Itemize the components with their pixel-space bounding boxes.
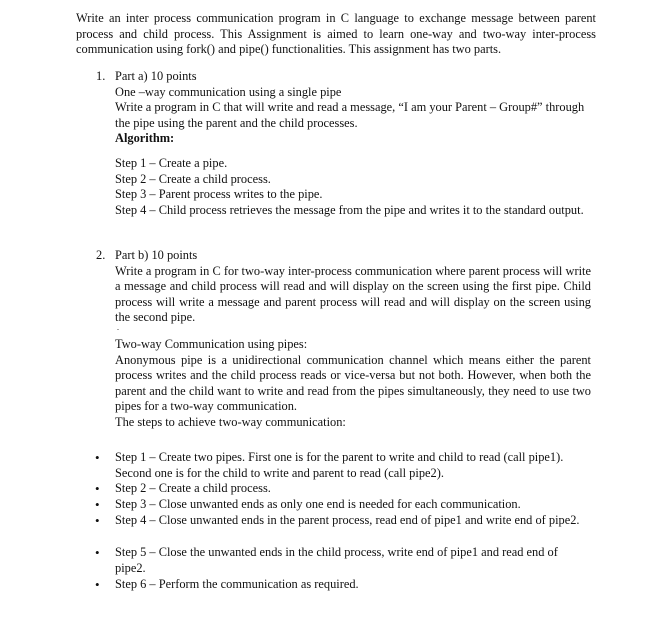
part-b-step: Step 1 – Create two pipes. First one is for the parent to write and child to read (call pipe1). Second one is for the child to write and parent to read (call pipe2). bbox=[115, 450, 564, 480]
bullet-icon: • bbox=[95, 545, 100, 560]
part-a-subtitle: One –way communication using a single pipe bbox=[115, 84, 342, 99]
part-a-description: Write a program in C that will write and read a message, “I am your Parent – Group#” through the pipe using the parent and the child processes. bbox=[115, 100, 585, 130]
part-b-section bbox=[115, 248, 591, 326]
part-b-description: Write a program in C for two-way inter-process communication where parent process will write a message and child process will read and will display on the screen using the first pipe. Child process will write a message and parent process will read and will display on the screen using the second pipe. bbox=[115, 263, 591, 325]
part-a-heading: Part a) 10 points bbox=[115, 69, 197, 83]
two-way-section bbox=[115, 337, 591, 431]
part-b-step: Step 3 – Close unwanted ends as only one end is needed for each communication. bbox=[115, 497, 521, 511]
part-a-step: Step 3 – Parent process writes to the pipe. bbox=[115, 187, 323, 202]
bullet-icon: • bbox=[95, 577, 100, 592]
bullet-icon: • bbox=[95, 513, 100, 528]
intro-paragraph: Write an inter process communication program in C language to exchange message between parent process and child process. This Assignment is aimed to learn one-way and two-way inter-process communication using fork() and pipe() functionalities. This assignment has two parts. bbox=[76, 11, 596, 57]
stray-mark: . bbox=[117, 323, 119, 332]
part-a-section bbox=[115, 69, 591, 147]
part-a-step: Step 1 – Create a pipe. bbox=[115, 156, 228, 170]
part-b-step: Step 6 – Perform the communication as required. bbox=[115, 577, 359, 591]
part-b-number: 2. bbox=[96, 248, 106, 262]
two-way-text: Anonymous pipe is a unidirectional communication channel which means either the parent process writes and the child process reads or vice-versa but not both. However, when both the parent and the child want to write and read from the pipes simultaneously, they need to use two pipes for a two-way communication. bbox=[115, 352, 591, 414]
part-a-steps bbox=[115, 156, 591, 218]
bullet-icon: • bbox=[95, 481, 100, 496]
part-a-step: Step 4 – Child process retrieves the message from the pipe and writes it to the standard output. bbox=[115, 202, 584, 217]
part-a-number: 1. bbox=[96, 69, 106, 83]
two-way-title: Two-way Communication using pipes: bbox=[115, 337, 308, 351]
steps-intro: The steps to achieve two-way communication: bbox=[115, 414, 346, 429]
bullet-icon: • bbox=[95, 497, 100, 512]
part-b-step: Step 2 – Create a child process. bbox=[115, 481, 271, 495]
part-b-step: Step 4 – Close unwanted ends in the parent process, read end of pipe1 and write end of pipe2. bbox=[115, 513, 580, 527]
part-a-step: Step 2 – Create a child process. bbox=[115, 171, 271, 186]
bullet-icon: • bbox=[95, 450, 100, 465]
algorithm-label: Algorithm: bbox=[115, 131, 175, 146]
part-b-step: Step 5 – Close the unwanted ends in the child process, write end of pipe1 and read end of pipe2. bbox=[115, 545, 558, 575]
part-b-heading: Part b) 10 points bbox=[115, 248, 198, 262]
